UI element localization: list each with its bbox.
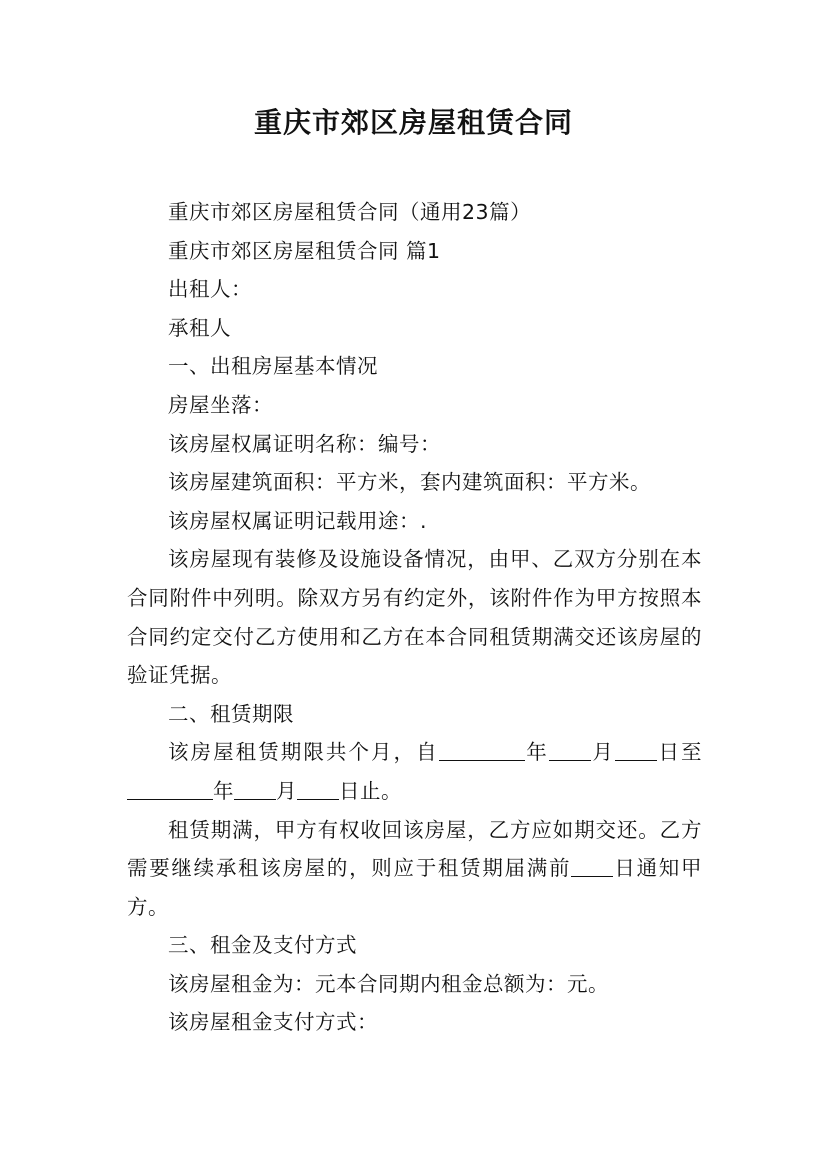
paragraph-certificate: 该房屋权属证明名称：编号： [168, 431, 441, 456]
document-title: 重庆市郊区房屋租赁合同 [253, 106, 573, 139]
term-text-3: 月 [590, 740, 615, 765]
paragraph-location: 房屋坐落： [168, 392, 273, 417]
paragraph-section-heading: 重庆市郊区房屋租赁合同 篇1 [168, 238, 441, 263]
paragraph-usage: 该房屋权属证明记载用途：. [168, 508, 428, 533]
paragraph-clause-1-heading: 一、出租房屋基本情况 [168, 354, 378, 379]
paragraph-clause-3-heading: 三、租金及支付方式 [168, 933, 357, 958]
paragraph-payment-method: 该房屋租金支付方式： [168, 1010, 378, 1035]
paragraph-subtitle: 重庆市郊区房屋租赁合同（通用23篇） [168, 200, 532, 224]
document-body [127, 193, 702, 1042]
blank-end-year [127, 775, 213, 800]
term-text-1: 该房屋租赁期限共个月，自 [168, 740, 439, 765]
blank-notice-days [571, 853, 613, 878]
blank-end-month [234, 775, 276, 800]
paragraph-lessor: 出租人： [168, 277, 252, 302]
term-text-2: 年 [524, 740, 549, 765]
blank-start-month [549, 737, 591, 762]
term-text-6: 月 [276, 778, 297, 803]
paragraph-lease-term [127, 733, 702, 810]
notice-text-2: 日通知甲方。 [127, 856, 703, 919]
notice-text-1: 租赁期满，甲方有权收回该房屋，乙方应如期交还。乙方需要继续承租该房屋的，则应于租赁期届满前 [127, 817, 702, 881]
paragraph-rent-amount: 该房屋租金为：元本合同期内租金总额为：元。 [168, 971, 609, 996]
term-text-7: 日止。 [339, 778, 402, 803]
term-text-4: 日至 [656, 740, 703, 765]
blank-end-day [297, 775, 339, 800]
paragraph-expiry-notice [127, 811, 702, 927]
term-text-5: 年 [213, 778, 234, 803]
paragraph-lessee: 承租人 [168, 315, 231, 340]
blank-start-year [439, 737, 525, 762]
blank-start-day [615, 737, 657, 762]
paragraph-decoration: 该房屋现有装修及设施设备情况，由甲、乙双方分别在本合同附件中列明。除双方另有约定外，该附件作为甲方按照本合同约定交付乙方使用和乙方在本合同租赁期满交还该房屋的验证凭据。 [127, 547, 702, 688]
paragraph-area: 该房屋建筑面积：平方米，套内建筑面积：平方米。 [168, 470, 651, 495]
paragraph-clause-2-heading: 二、租赁期限 [168, 701, 294, 726]
